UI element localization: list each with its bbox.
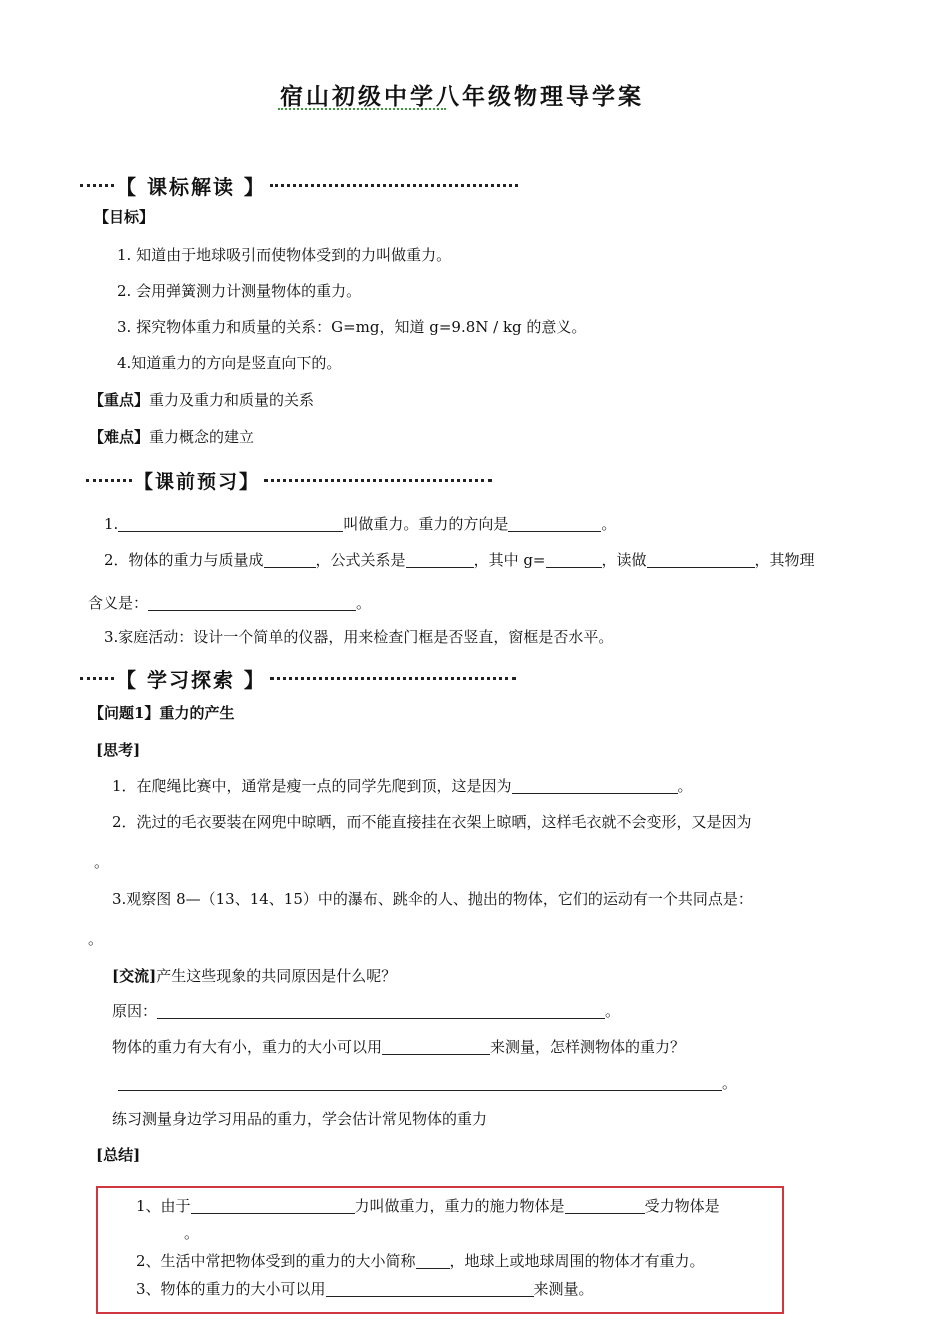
measure-answer-line: 。 — [118, 1072, 737, 1093]
section-title: 【 课标解读 】 — [116, 174, 266, 199]
summary-label: [总结] — [96, 1146, 141, 1164]
section-header-preview — [86, 467, 492, 493]
answer-blank[interactable] — [647, 551, 755, 568]
preview-q2: 2．物体的重力与质量成 ，公式关系是 ，其中 g= ，读做 ，其物理 — [104, 551, 815, 569]
difficult-label: 【难点】 — [89, 428, 150, 446]
section-header-standards — [80, 172, 518, 198]
difficult-point — [89, 426, 254, 447]
goal-item: 4.知道重力的方向是竖直向下的。 — [117, 354, 342, 372]
answer-blank[interactable] — [406, 551, 474, 568]
difficult-text: 重力概念的建立 — [149, 428, 255, 446]
summary-2: 2、生活中常把物体受到的重力的大小简称 ，地球上或地球周围的物体才有重力。 — [136, 1252, 705, 1270]
goal-label: 【目标】 — [94, 208, 155, 226]
key-point — [89, 389, 314, 410]
practice-text: 练习测量身边学习用品的重力，学会估计常见物体的重力 — [112, 1110, 488, 1128]
preview-q3: 3.家庭活动：设计一个简单的仪器，用来检查门框是否竖直，窗框是否水平。 — [104, 628, 614, 646]
exchange-label: [交流] — [112, 967, 157, 985]
key-text: 重力及重力和质量的关系 — [149, 391, 315, 409]
goal-item: 3. 探究物体重力和质量的关系：G=mg，知道 g=9.8N / kg 的意义。 — [117, 318, 587, 336]
measure-line: 物体的重力有大有小，重力的大小可以用 来测量，怎样测物体的重力？ — [112, 1038, 686, 1056]
goal-item: 1. 知道由于地球吸引而使物体受到的力叫做重力。 — [117, 246, 452, 264]
summary-1-end: 。 — [184, 1224, 200, 1242]
answer-blank[interactable] — [148, 594, 356, 611]
think-label: [思考] — [96, 741, 141, 759]
section-dots-right — [264, 479, 492, 482]
problem-label: 【问题1】重力的产生 — [89, 704, 235, 722]
think-q3: 3.观察图 8—（13、14、15）中的瀑布、跳伞的人、抛出的物体，它们的运动有一个共同点是： — [112, 890, 753, 908]
think-q1: 1．在爬绳比赛中，通常是瘦一点的同学先爬到顶，这是因为 。 — [112, 777, 693, 795]
section-dots-left — [80, 677, 114, 680]
section-dots-right — [270, 184, 518, 187]
think-q2: 2．洗过的毛衣要装在网兜中晾晒，而不能直接挂在衣架上晾晒，这样毛衣就不会变形，又是因为 — [112, 813, 752, 831]
answer-blank[interactable] — [382, 1038, 490, 1055]
section-title: 【 学习探索 】 — [116, 667, 266, 692]
title-underline — [278, 108, 446, 110]
key-label: 【重点】 — [89, 391, 150, 409]
answer-blank[interactable] — [118, 515, 343, 532]
reason-line: 原因： 。 — [112, 1002, 621, 1020]
page-title: 宿山初级中学八年级物理导学案 — [280, 83, 644, 110]
section-header-explore — [80, 665, 516, 691]
answer-blank[interactable] — [508, 515, 601, 532]
answer-blank[interactable] — [512, 777, 678, 794]
answer-blank[interactable] — [416, 1252, 450, 1269]
think-q3-end: 。 — [88, 930, 104, 948]
section-title: 【课前预习】 — [134, 470, 261, 493]
answer-blank[interactable] — [565, 1197, 645, 1214]
section-dots-right — [270, 677, 516, 680]
think-q2-end: 。 — [94, 853, 110, 871]
preview-q1: 1. 叫做重力。重力的方向是 。 — [104, 515, 617, 533]
goal-item: 2. 会用弹簧测力计测量物体的重力。 — [117, 282, 362, 300]
answer-blank[interactable] — [546, 551, 602, 568]
answer-blank[interactable] — [118, 1074, 722, 1091]
summary-1: 1、由于 力叫做重力，重力的施力物体是 受力物体是 — [136, 1197, 720, 1215]
answer-blank[interactable] — [191, 1197, 355, 1214]
section-dots-left — [80, 184, 114, 187]
answer-blank[interactable] — [264, 551, 316, 568]
summary-3: 3、物体的重力的大小可以用 来测量。 — [136, 1280, 594, 1298]
answer-blank[interactable] — [326, 1280, 534, 1297]
section-dots-left — [86, 479, 132, 482]
exchange: [交流]产生这些现象的共同原因是什么呢？ — [112, 967, 397, 985]
answer-blank[interactable] — [157, 1002, 605, 1019]
preview-q2-cont: 含义是： 。 — [88, 594, 372, 612]
